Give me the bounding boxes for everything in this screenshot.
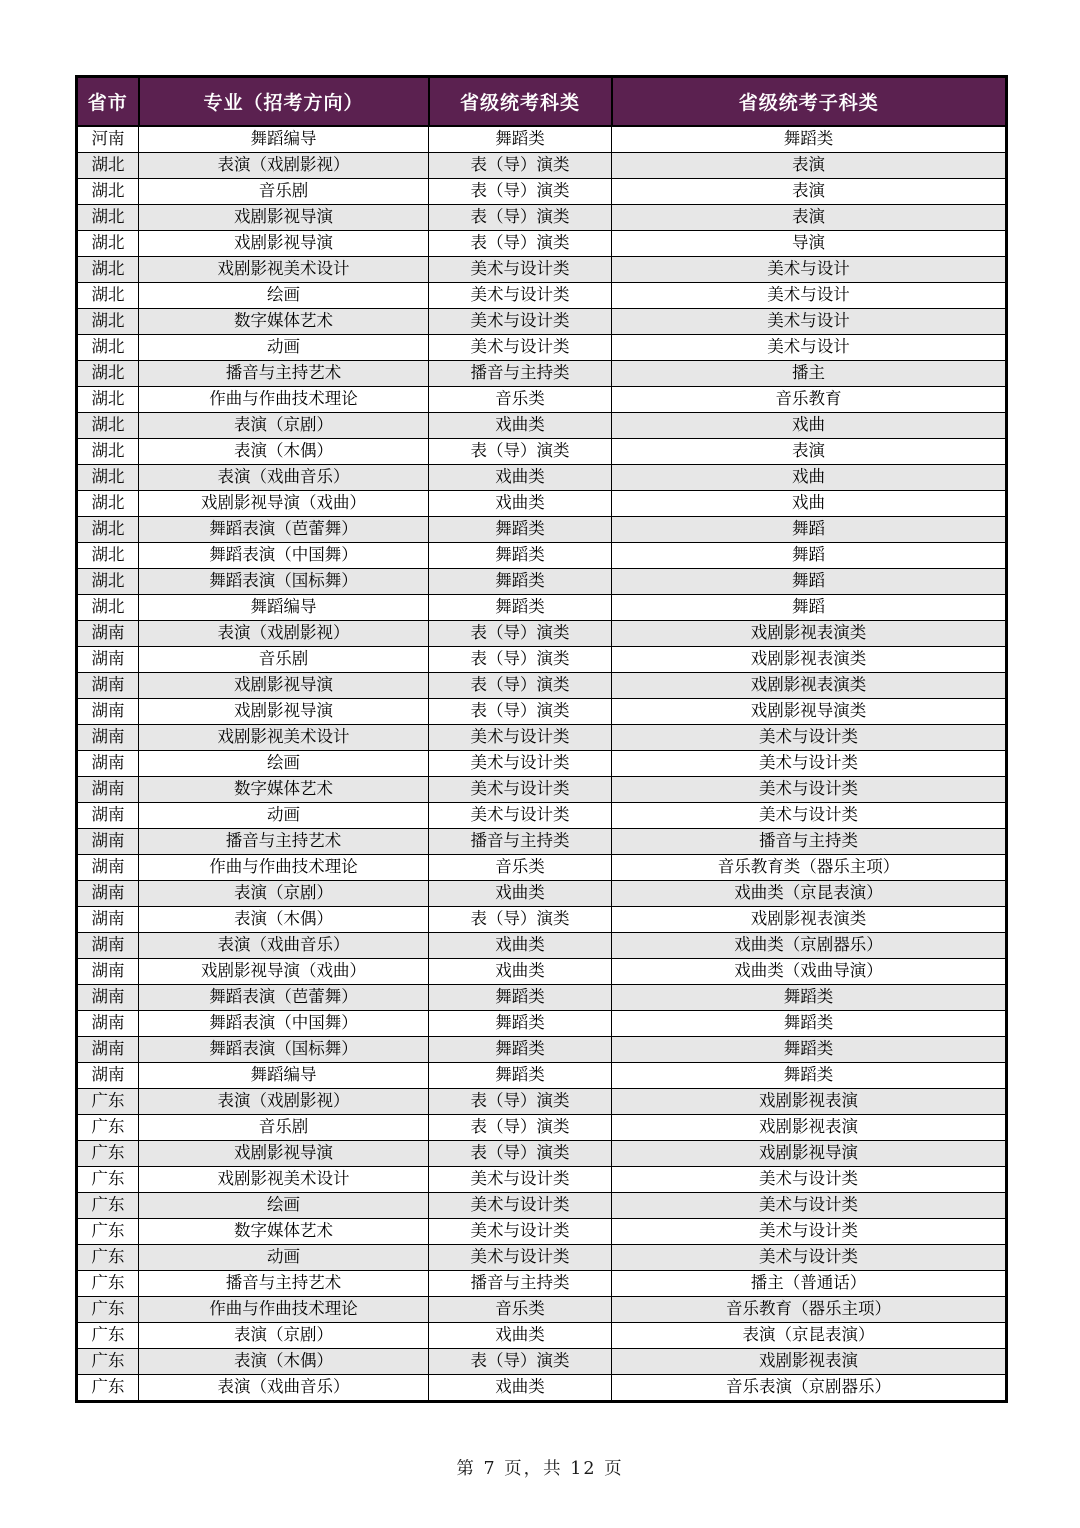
major-cell: 戏剧影视导演 — [139, 1141, 429, 1167]
category-cell: 舞蹈类 — [429, 517, 612, 543]
subcategory-cell: 播主 — [612, 361, 1007, 387]
table-row — [77, 335, 1007, 361]
table-row — [77, 1375, 1007, 1402]
major-cell: 绘画 — [139, 283, 429, 309]
category-cell: 戏曲类 — [429, 933, 612, 959]
category-cell: 表（导）演类 — [429, 1141, 612, 1167]
major-cell: 戏剧影视导演 — [139, 673, 429, 699]
category-cell: 戏曲类 — [429, 465, 612, 491]
province-cell: 广东 — [77, 1193, 139, 1219]
category-cell: 舞蹈类 — [429, 1063, 612, 1089]
category-cell: 戏曲类 — [429, 1375, 612, 1402]
category-cell: 表（导）演类 — [429, 231, 612, 257]
category-cell: 美术与设计类 — [429, 777, 612, 803]
subcategory-cell: 舞蹈 — [612, 543, 1007, 569]
table-row — [77, 1167, 1007, 1193]
subcategory-cell: 戏曲 — [612, 413, 1007, 439]
table-body — [77, 126, 1007, 1402]
category-cell: 戏曲类 — [429, 881, 612, 907]
category-cell: 表（导）演类 — [429, 673, 612, 699]
category-cell: 表（导）演类 — [429, 439, 612, 465]
province-cell: 广东 — [77, 1323, 139, 1349]
table-row — [77, 439, 1007, 465]
table-row — [77, 491, 1007, 517]
category-cell: 音乐类 — [429, 855, 612, 881]
table-row — [77, 231, 1007, 257]
major-cell: 播音与主持艺术 — [139, 829, 429, 855]
table-row — [77, 569, 1007, 595]
province-cell: 湖北 — [77, 543, 139, 569]
major-cell: 作曲与作曲技术理论 — [139, 1297, 429, 1323]
major-cell: 戏剧影视美术设计 — [139, 1167, 429, 1193]
province-cell: 湖南 — [77, 751, 139, 777]
table-row — [77, 1141, 1007, 1167]
province-cell: 湖南 — [77, 959, 139, 985]
subcategory-cell: 音乐表演（京剧器乐） — [612, 1375, 1007, 1402]
category-cell: 音乐类 — [429, 1297, 612, 1323]
table-row — [77, 985, 1007, 1011]
category-cell: 美术与设计类 — [429, 309, 612, 335]
table-row — [77, 699, 1007, 725]
major-cell: 音乐剧 — [139, 1115, 429, 1141]
province-cell: 湖南 — [77, 1037, 139, 1063]
major-cell: 数字媒体艺术 — [139, 309, 429, 335]
major-cell: 动画 — [139, 1245, 429, 1271]
subcategory-cell: 舞蹈类 — [612, 126, 1007, 153]
major-cell: 舞蹈编导 — [139, 595, 429, 621]
major-cell: 舞蹈表演（中国舞） — [139, 1011, 429, 1037]
table-row — [77, 1297, 1007, 1323]
major-cell: 舞蹈表演（国标舞） — [139, 1037, 429, 1063]
major-cell: 舞蹈表演（国标舞） — [139, 569, 429, 595]
province-cell: 湖北 — [77, 205, 139, 231]
table-row — [77, 907, 1007, 933]
category-cell: 舞蹈类 — [429, 595, 612, 621]
table-row — [77, 855, 1007, 881]
subcategory-cell: 舞蹈 — [612, 517, 1007, 543]
category-cell: 美术与设计类 — [429, 257, 612, 283]
category-cell: 美术与设计类 — [429, 751, 612, 777]
province-cell: 湖南 — [77, 1011, 139, 1037]
category-cell: 美术与设计类 — [429, 725, 612, 751]
major-cell: 表演（京剧） — [139, 413, 429, 439]
subcategory-cell: 美术与设计类 — [612, 1167, 1007, 1193]
subcategory-cell: 导演 — [612, 231, 1007, 257]
category-cell: 表（导）演类 — [429, 621, 612, 647]
category-cell: 舞蹈类 — [429, 985, 612, 1011]
subcategory-cell: 舞蹈 — [612, 569, 1007, 595]
major-cell: 播音与主持艺术 — [139, 361, 429, 387]
subcategory-cell: 美术与设计 — [612, 283, 1007, 309]
header-province: 省市 — [77, 77, 139, 127]
province-cell: 湖北 — [77, 595, 139, 621]
major-cell: 舞蹈表演（中国舞） — [139, 543, 429, 569]
table-header — [77, 77, 1007, 127]
header-exam-subcategory: 省级统考子科类 — [612, 77, 1007, 127]
province-cell: 湖北 — [77, 179, 139, 205]
major-cell: 作曲与作曲技术理论 — [139, 387, 429, 413]
province-cell: 湖北 — [77, 231, 139, 257]
province-cell: 河南 — [77, 126, 139, 153]
province-cell: 湖南 — [77, 985, 139, 1011]
province-cell: 广东 — [77, 1297, 139, 1323]
major-cell: 播音与主持艺术 — [139, 1271, 429, 1297]
category-cell: 美术与设计类 — [429, 1245, 612, 1271]
table-row — [77, 829, 1007, 855]
province-cell: 湖南 — [77, 1063, 139, 1089]
category-cell: 表（导）演类 — [429, 205, 612, 231]
subcategory-cell: 戏剧影视表演 — [612, 1349, 1007, 1375]
subcategory-cell: 美术与设计类 — [612, 803, 1007, 829]
major-cell: 音乐剧 — [139, 647, 429, 673]
major-cell: 表演（京剧） — [139, 881, 429, 907]
major-cell: 戏剧影视导演 — [139, 699, 429, 725]
major-cell: 戏剧影视导演 — [139, 231, 429, 257]
subcategory-cell: 表演 — [612, 439, 1007, 465]
category-cell: 表（导）演类 — [429, 1115, 612, 1141]
province-cell: 湖南 — [77, 803, 139, 829]
table-row — [77, 647, 1007, 673]
subcategory-cell: 美术与设计 — [612, 309, 1007, 335]
province-cell: 湖南 — [77, 907, 139, 933]
subcategory-cell: 戏剧影视表演 — [612, 1115, 1007, 1141]
table-row — [77, 1193, 1007, 1219]
province-cell: 湖北 — [77, 283, 139, 309]
table-row — [77, 1219, 1007, 1245]
table-row — [77, 803, 1007, 829]
province-cell: 湖北 — [77, 413, 139, 439]
major-cell: 音乐剧 — [139, 179, 429, 205]
table-row — [77, 387, 1007, 413]
major-cell: 数字媒体艺术 — [139, 1219, 429, 1245]
province-cell: 湖南 — [77, 621, 139, 647]
subcategory-cell: 戏剧影视表演类 — [612, 907, 1007, 933]
category-cell: 表（导）演类 — [429, 699, 612, 725]
province-cell: 广东 — [77, 1167, 139, 1193]
province-cell: 湖南 — [77, 933, 139, 959]
province-cell: 广东 — [77, 1375, 139, 1402]
major-cell: 舞蹈编导 — [139, 1063, 429, 1089]
category-cell: 戏曲类 — [429, 1323, 612, 1349]
province-cell: 湖北 — [77, 257, 139, 283]
province-cell: 湖北 — [77, 361, 139, 387]
table-row — [77, 1115, 1007, 1141]
table-row — [77, 361, 1007, 387]
major-cell: 舞蹈表演（芭蕾舞） — [139, 517, 429, 543]
category-cell: 美术与设计类 — [429, 1219, 612, 1245]
table-row — [77, 179, 1007, 205]
category-cell: 戏曲类 — [429, 413, 612, 439]
major-cell: 表演（京剧） — [139, 1323, 429, 1349]
table-row — [77, 673, 1007, 699]
table-row — [77, 1063, 1007, 1089]
subcategory-cell: 戏曲 — [612, 465, 1007, 491]
table-row — [77, 413, 1007, 439]
subcategory-cell: 舞蹈类 — [612, 1063, 1007, 1089]
table-row — [77, 543, 1007, 569]
table-row — [77, 881, 1007, 907]
subcategory-cell: 播主（普通话） — [612, 1271, 1007, 1297]
major-cell: 戏剧影视导演（戏曲） — [139, 491, 429, 517]
subcategory-cell: 戏曲类（戏曲导演） — [612, 959, 1007, 985]
category-cell: 戏曲类 — [429, 959, 612, 985]
subcategory-cell: 表演 — [612, 179, 1007, 205]
province-cell: 广东 — [77, 1245, 139, 1271]
province-cell: 湖南 — [77, 829, 139, 855]
category-cell: 表（导）演类 — [429, 179, 612, 205]
category-cell: 播音与主持类 — [429, 361, 612, 387]
province-cell: 湖北 — [77, 491, 139, 517]
category-cell: 表（导）演类 — [429, 1089, 612, 1115]
subcategory-cell: 美术与设计类 — [612, 1245, 1007, 1271]
province-cell: 湖北 — [77, 153, 139, 179]
category-cell: 舞蹈类 — [429, 1011, 612, 1037]
subcategory-cell: 音乐教育类（器乐主项） — [612, 855, 1007, 881]
province-cell: 湖北 — [77, 517, 139, 543]
table-row — [77, 1245, 1007, 1271]
major-cell: 舞蹈表演（芭蕾舞） — [139, 985, 429, 1011]
major-cell: 动画 — [139, 335, 429, 361]
subcategory-cell: 美术与设计类 — [612, 751, 1007, 777]
table-row — [77, 621, 1007, 647]
province-cell: 湖北 — [77, 335, 139, 361]
category-cell: 表（导）演类 — [429, 907, 612, 933]
major-cell: 戏剧影视美术设计 — [139, 257, 429, 283]
table-row — [77, 205, 1007, 231]
province-cell: 广东 — [77, 1349, 139, 1375]
province-cell: 湖南 — [77, 647, 139, 673]
table-row — [77, 1271, 1007, 1297]
province-cell: 湖南 — [77, 881, 139, 907]
category-cell: 美术与设计类 — [429, 283, 612, 309]
subcategory-cell: 戏曲 — [612, 491, 1007, 517]
major-cell: 数字媒体艺术 — [139, 777, 429, 803]
category-cell: 舞蹈类 — [429, 569, 612, 595]
province-cell: 湖北 — [77, 465, 139, 491]
category-cell: 表（导）演类 — [429, 647, 612, 673]
major-cell: 绘画 — [139, 751, 429, 777]
subcategory-cell: 舞蹈类 — [612, 985, 1007, 1011]
table-row — [77, 751, 1007, 777]
subcategory-cell: 戏剧影视表演 — [612, 1089, 1007, 1115]
subcategory-cell: 表演 — [612, 205, 1007, 231]
subcategory-cell: 舞蹈类 — [612, 1037, 1007, 1063]
table-row — [77, 1323, 1007, 1349]
category-cell: 表（导）演类 — [429, 153, 612, 179]
category-cell: 舞蹈类 — [429, 1037, 612, 1063]
province-cell: 湖北 — [77, 569, 139, 595]
subcategory-cell: 美术与设计类 — [612, 777, 1007, 803]
category-cell: 戏曲类 — [429, 491, 612, 517]
table-row — [77, 933, 1007, 959]
table-row — [77, 595, 1007, 621]
subcategory-cell: 美术与设计 — [612, 257, 1007, 283]
subcategory-cell: 美术与设计类 — [612, 1193, 1007, 1219]
major-cell: 戏剧影视导演（戏曲） — [139, 959, 429, 985]
subcategory-cell: 播音与主持类 — [612, 829, 1007, 855]
province-cell: 湖南 — [77, 673, 139, 699]
header-major: 专业（招考方向） — [139, 77, 429, 127]
subcategory-cell: 舞蹈类 — [612, 1011, 1007, 1037]
province-cell: 广东 — [77, 1141, 139, 1167]
subcategory-cell: 美术与设计 — [612, 335, 1007, 361]
subcategory-cell: 戏曲类（京剧器乐） — [612, 933, 1007, 959]
major-cell: 表演（戏剧影视） — [139, 621, 429, 647]
exam-category-table — [75, 75, 1008, 1403]
province-cell: 广东 — [77, 1089, 139, 1115]
province-cell: 湖南 — [77, 725, 139, 751]
table-row — [77, 309, 1007, 335]
subcategory-cell: 表演 — [612, 153, 1007, 179]
subcategory-cell: 音乐教育 — [612, 387, 1007, 413]
major-cell: 表演（木偶） — [139, 1349, 429, 1375]
category-cell: 美术与设计类 — [429, 335, 612, 361]
province-cell: 湖南 — [77, 699, 139, 725]
subcategory-cell: 戏剧影视导演 — [612, 1141, 1007, 1167]
major-cell: 表演（木偶） — [139, 439, 429, 465]
province-cell: 广东 — [77, 1115, 139, 1141]
table-row — [77, 1089, 1007, 1115]
table-row — [77, 1037, 1007, 1063]
province-cell: 湖北 — [77, 387, 139, 413]
subcategory-cell: 戏剧影视导演类 — [612, 699, 1007, 725]
category-cell: 美术与设计类 — [429, 803, 612, 829]
major-cell: 作曲与作曲技术理论 — [139, 855, 429, 881]
subcategory-cell: 戏剧影视表演类 — [612, 647, 1007, 673]
page-number: 第 7 页，共 12 页 — [456, 1459, 624, 1479]
category-cell: 播音与主持类 — [429, 1271, 612, 1297]
table-row — [77, 517, 1007, 543]
major-cell: 表演（戏剧影视） — [139, 153, 429, 179]
category-cell: 表（导）演类 — [429, 1349, 612, 1375]
major-cell: 表演（戏剧影视） — [139, 1089, 429, 1115]
table-row — [77, 257, 1007, 283]
table-row — [77, 1349, 1007, 1375]
subcategory-cell: 美术与设计类 — [612, 1219, 1007, 1245]
subcategory-cell: 戏剧影视表演类 — [612, 673, 1007, 699]
province-cell: 湖北 — [77, 439, 139, 465]
table-row — [77, 465, 1007, 491]
major-cell: 表演（戏曲音乐） — [139, 1375, 429, 1402]
subcategory-cell: 表演（京昆表演） — [612, 1323, 1007, 1349]
major-cell: 舞蹈编导 — [139, 126, 429, 153]
table-row — [77, 153, 1007, 179]
major-cell: 表演（戏曲音乐） — [139, 933, 429, 959]
subcategory-cell: 美术与设计类 — [612, 725, 1007, 751]
major-cell: 戏剧影视美术设计 — [139, 725, 429, 751]
province-cell: 湖北 — [77, 309, 139, 335]
category-cell: 美术与设计类 — [429, 1193, 612, 1219]
major-cell: 表演（木偶） — [139, 907, 429, 933]
subcategory-cell: 舞蹈 — [612, 595, 1007, 621]
major-cell: 戏剧影视导演 — [139, 205, 429, 231]
table-row — [77, 283, 1007, 309]
category-cell: 美术与设计类 — [429, 1167, 612, 1193]
category-cell: 舞蹈类 — [429, 543, 612, 569]
category-cell: 音乐类 — [429, 387, 612, 413]
table-row — [77, 1011, 1007, 1037]
province-cell: 湖南 — [77, 777, 139, 803]
table-row — [77, 126, 1007, 153]
table-row — [77, 777, 1007, 803]
table-row — [77, 959, 1007, 985]
header-row — [77, 77, 1007, 127]
province-cell: 广东 — [77, 1271, 139, 1297]
subcategory-cell: 音乐教育（器乐主项） — [612, 1297, 1007, 1323]
major-cell: 绘画 — [139, 1193, 429, 1219]
province-cell: 广东 — [77, 1219, 139, 1245]
subcategory-cell: 戏曲类（京昆表演） — [612, 881, 1007, 907]
province-cell: 湖南 — [77, 855, 139, 881]
table-row — [77, 725, 1007, 751]
major-cell: 表演（戏曲音乐） — [139, 465, 429, 491]
major-cell: 动画 — [139, 803, 429, 829]
category-cell: 播音与主持类 — [429, 829, 612, 855]
subcategory-cell: 戏剧影视表演类 — [612, 621, 1007, 647]
header-exam-category: 省级统考科类 — [429, 77, 612, 127]
category-cell: 舞蹈类 — [429, 126, 612, 153]
